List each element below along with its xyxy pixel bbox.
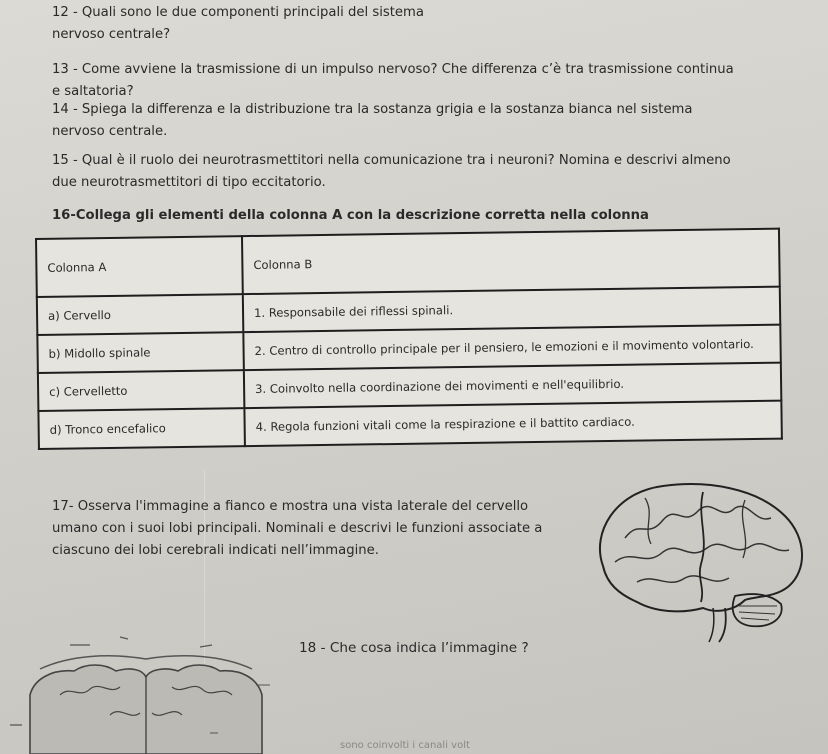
question-12-line-1: 12 - Quali sono le due componenti principali del sistema xyxy=(52,5,424,20)
matching-table xyxy=(35,228,783,450)
brain-lateral-illustration xyxy=(585,478,810,643)
question-17-line-1: 17- Osserva l'immagine a fianco e mostra una vista laterale del cervello xyxy=(52,499,529,514)
question-14 xyxy=(52,101,812,140)
question-13 xyxy=(52,61,812,100)
question-13-line-1: 13 - Come avviene la trasmissione di un impulso nervoso? Che differenza c’è tra trasmissione continua xyxy=(52,62,734,77)
cell-a: a) Cervello xyxy=(37,294,244,335)
question-14-line-1: 14 - Spiega la differenza e la distribuzione tra la sostanza grigia e la sostanza bianca nel sistema xyxy=(52,102,693,117)
question-15-line-1: 15 - Qual è il ruolo dei neurotrasmettitori nella comunicazione tra i neuroni? Nomina e descrivi almeno xyxy=(52,153,731,168)
question-15-line-2: due neurotrasmettitori di tipo eccitatorio. xyxy=(52,175,326,190)
question-16: 16-Collega gli elementi della colonna A con la descrizione corretta nella colonna xyxy=(52,208,649,223)
question-17-line-2: umano con i suoi lobi principali. Nominali e descrivi le funzioni associate a xyxy=(52,521,543,536)
table-header-row xyxy=(36,229,780,297)
cell-b: 3. Coinvolto nella coordinazione dei movimenti e nell'equilibrio. xyxy=(244,363,781,408)
question-14-line-2: nervoso centrale. xyxy=(52,124,168,139)
header-colonna-a: Colonna A xyxy=(36,236,243,297)
question-17 xyxy=(52,496,597,562)
question-12 xyxy=(52,4,812,43)
cell-a: c) Cervelletto xyxy=(38,370,245,411)
footer-partial-text: sono coinvolti i canali volt xyxy=(340,740,470,751)
cell-b: 4. Regola funzioni vitali come la respirazione e il battito cardiaco. xyxy=(244,401,781,446)
cell-b: 2. Centro di controllo principale per il pensiero, le emozioni e il movimento volontario. xyxy=(243,325,780,370)
header-colonna-b: Colonna B xyxy=(242,229,780,294)
brain-coronal-section-illustration xyxy=(0,625,292,754)
question-17-line-3: ciascuno dei lobi cerebrali indicati nell’immagine. xyxy=(52,543,379,558)
cell-a: d) Tronco encefalico xyxy=(38,408,245,449)
cell-b: 1. Responsabile dei riflessi spinali. xyxy=(243,287,780,332)
question-12-line-2: nervoso centrale? xyxy=(52,27,171,42)
question-18: 18 - Che cosa indica l’immagine ? xyxy=(299,640,529,656)
question-13-line-2: e saltatoria? xyxy=(52,84,134,99)
cell-a: b) Midollo spinale xyxy=(37,332,244,373)
question-15 xyxy=(52,152,812,191)
